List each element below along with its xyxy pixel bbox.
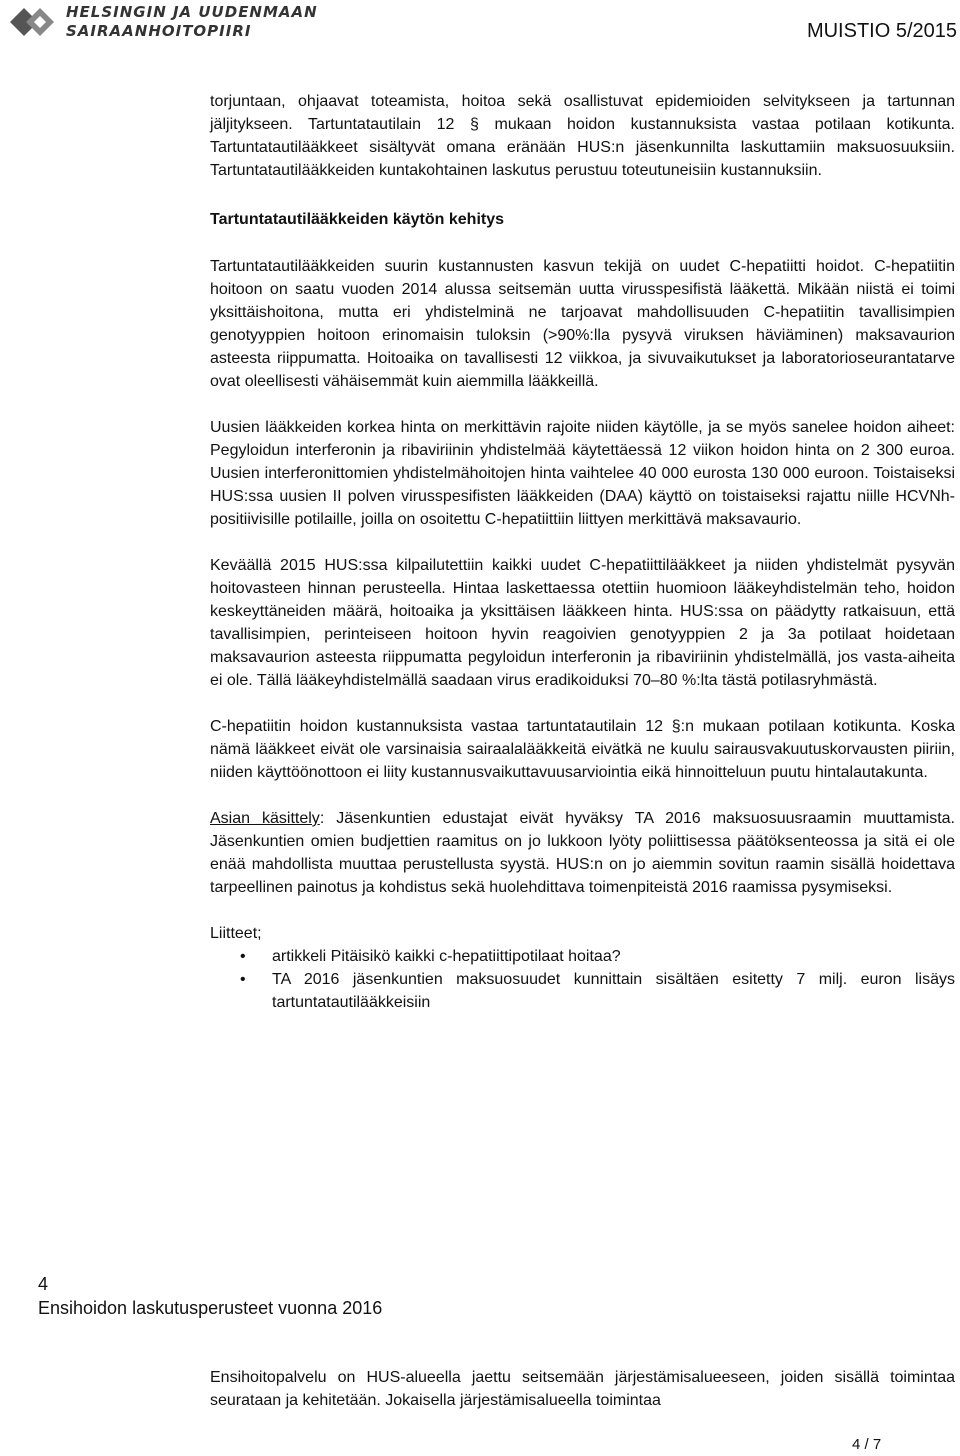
attachments-list (210, 945, 955, 1014)
hus-logo (8, 2, 318, 42)
document-body (210, 90, 955, 1014)
hus-logo-icon (8, 2, 60, 42)
handling-separator: : (319, 810, 325, 827)
attachment-text: TA 2016 jäsenkuntien maksuosuudet kunnittain sisältäen esitetty 7 milj. euron lisäys tartuntatautilääkkeisiin (272, 971, 955, 1011)
paragraph-final: Ensihoitopalvelu on HUS-alueella jaettu seitsemään järjestämisalueeseen, joiden sisällä toimintaa seurataan ja kehitetään. Jokaisella järjestämisalueella toimintaa (210, 1369, 955, 1409)
org-name-line1: HELSINGIN JA UUDENMAAN (66, 3, 318, 21)
attachment-item (210, 945, 955, 968)
paragraph-1: torjuntaan, ohjaavat toteamista, hoitoa sekä osallistuvat epidemioiden selvitykseen ja tartunnan jäljitykseen. Tartuntatautilain 12 § mukaan hoidon kustannuksista vastaa potilaan kotikunta. Tartuntatautilääkkeet sisältyvät omana eränään HUS:n jäsenkunnilta laskuttamiin maksuosuuksiin. Tartuntatautilääkkeiden kuntakohtainen laskutus perustuu toteutuneisiin kustannuksiin. (210, 93, 955, 179)
section-number: 4 (38, 1274, 49, 1294)
page-number: 4 / 7 (852, 1436, 882, 1453)
handling-text: Jäsenkuntien edustajat eivät hyväksy TA 2016 maksuosuusraamin muuttamista. Jäsenkuntien omien budjettien raamitus on jo lukkoon lyöty poliittisessa päätöksenteossa ja sitä ei ole enää mahdollista muuttaa perustellusta syystä. HUS:n on jo aiemmin sovitun raamin sisällä hoidettava tarpeellinen painotus ja kohdistus sekä huolehdittava toimenpiteistä 2016 raamissa pysymiseksi. (210, 810, 956, 896)
paragraph-5: C-hepatiitin hoidon kustannuksista vastaa tartuntatautilain 12 §:n mukaan potilaan kotikunta. Koska nämä lääkkeet eivät ole varsinaisia sairaalalääkkeitä eivätkä ne kuulu sairausvakuutuskorvausten piiriin, niiden käyttöönottoon ei liity kustannusvaikuttavuusarviointia eikä hinnoitteluun puutu hintalautakunta. (210, 718, 955, 781)
handling-label: Asian käsittely (210, 810, 320, 827)
paragraph-3: Uusien lääkkeiden korkea hinta on merkittävin rajoite niiden käytölle, ja se myös sanelee hoidon aiheet: Pegyloidun interferonin ja ribaviriinin yhdistelmää käytettäessä 12 viikon hoidon hinta on 2 300 euroa. Uusien interferonittomien yhdistelmähoitojen hinta vaihtelee 40 000 eurosta 130 000 euroon. Toistaiseksi HUS:ssa uusien II polven virusspesifisten lääkkeiden (DAA) käyttö on toistaiseksi rajattu niille HCVNh-positiivisille potilaille, joilla on osoitettu C-hepatiittiin liittyen merkittävä maksavaurio. (210, 419, 955, 528)
attachments-label: Liitteet; (210, 925, 262, 942)
section-title: Ensihoidon laskutusperusteet vuonna 2016 (38, 1298, 383, 1318)
paragraph-4: Keväällä 2015 HUS:ssa kilpailutettiin kaikki uudet C-hepatiittilääkkeet ja niiden yhdistelmät pysyvän hoitovasteen hinnan perusteella. Hintaa laskettaessa otettiin huomioon lääkeyhdistelmän teho, hoidon keskeyttäneiden määrä, hoitoaika ja yksittäisen lääkkeen hinta. HUS:ssa on päädytty ratkaisuun, että tavallisimpien, perinteiseen hoitoon hyvin reagoivien genotyyppien 2 ja 3a potilaat hoidetaan maksavaurion asteesta riippumatta pegyloidun interferonin ja ribaviriinin yhdistelmällä, jos vasta-aiheita ei ole. Tällä lääkeyhdistelmällä saadaan virus eradikoiduksi 70–80 %:lta tästä potilasryhmästä. (210, 557, 955, 689)
memo-title: MUISTIO 5/2015 (806, 20, 957, 42)
attachment-item (210, 968, 955, 1014)
section-4-heading (38, 1272, 382, 1320)
bullet-icon: • (240, 948, 246, 965)
section-heading: Tartuntatautilääkkeiden käytön kehitys (210, 211, 505, 228)
bullet-icon: • (240, 971, 246, 988)
paragraph-6 (210, 807, 955, 899)
org-name-line2: SAIRAANHOITOPIIRI (66, 22, 252, 40)
page-header (0, 0, 960, 70)
paragraph-2: Tartuntatautilääkkeiden suurin kustannusten kasvun tekijä on uudet C-hepatiitti hoidot. C-hepatiitin hoitoon on saatu vuoden 2014 alussa seitsemän uutta virusspesifistä lääkettä. Mikään niistä ei toimi yksittäishoitona, mutta eri yhdistelminä ne tarjoavat mahdollisuuden C-hepatiitin tavallisimpien genotyyppien hoitoon erinomaisin tuloksin (>90%:lla pysyvä viruksen häviäminen) maksavaurion asteesta riippumatta. Hoitoaika on tavallisesti 12 viikkoa, ja sivuvaikutukset ja laboratorioseurantatarve ovat oleellisesti vähäisemmät kuin aiemmilla lääkkeillä. (210, 258, 955, 390)
attachment-text: artikkeli Pitäisikö kaikki c-hepatiittipotilaat hoitaa? (272, 948, 621, 965)
